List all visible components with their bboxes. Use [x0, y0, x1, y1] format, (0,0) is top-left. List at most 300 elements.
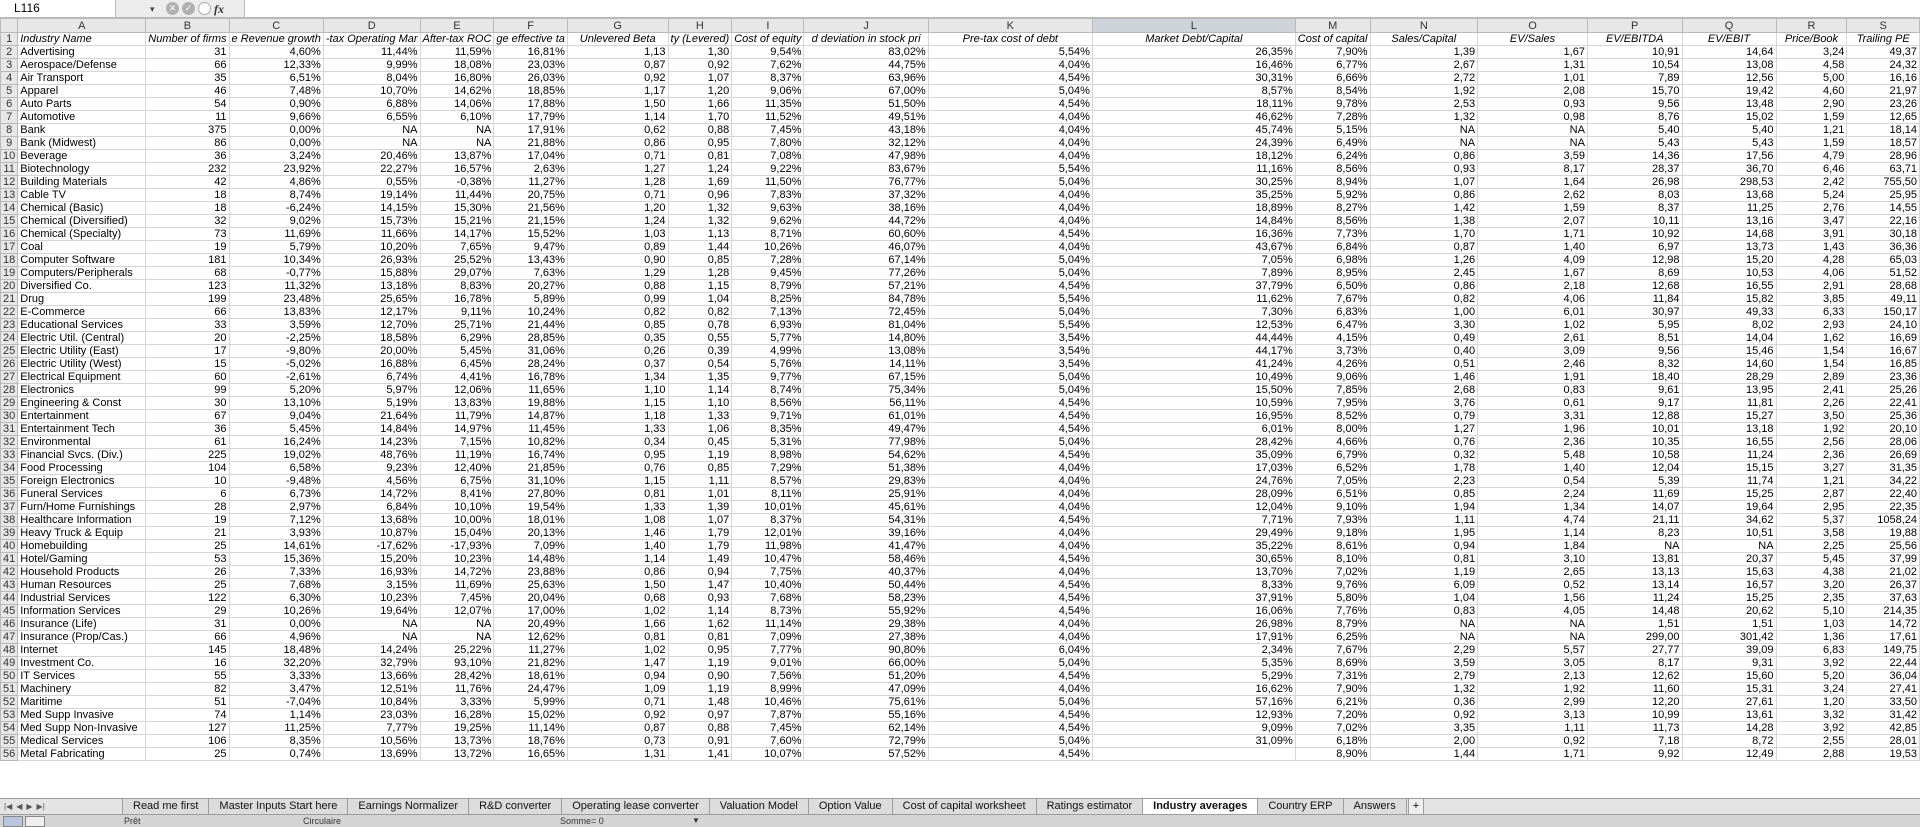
data-cell[interactable]: 25,91%: [804, 488, 928, 501]
data-cell[interactable]: 20,62: [1682, 605, 1776, 618]
confirm-icon[interactable]: ✓: [182, 2, 195, 15]
data-cell[interactable]: 16,16: [1847, 72, 1920, 85]
data-cell[interactable]: 8,56%: [1295, 163, 1370, 176]
data-cell[interactable]: 13,95: [1682, 384, 1776, 397]
data-cell[interactable]: 8,61%: [1295, 540, 1370, 553]
data-cell[interactable]: 4,04%: [928, 618, 1092, 631]
data-cell[interactable]: 13,70%: [1092, 566, 1295, 579]
data-cell[interactable]: 90,80%: [804, 644, 928, 657]
page-layout-view-icon[interactable]: [25, 816, 45, 827]
data-cell[interactable]: 9,06%: [732, 85, 804, 98]
data-cell[interactable]: 13,73: [1682, 241, 1776, 254]
data-cell[interactable]: 0,86: [567, 566, 668, 579]
data-cell[interactable]: 10,10%: [420, 501, 494, 514]
data-cell[interactable]: 0,85: [1370, 488, 1478, 501]
sheet-tab[interactable]: Valuation Model: [709, 799, 809, 815]
data-cell[interactable]: 4,04%: [928, 241, 1092, 254]
data-cell[interactable]: 13,43%: [494, 254, 568, 267]
data-cell[interactable]: 16,06%: [1092, 605, 1295, 618]
data-cell[interactable]: NA: [1478, 618, 1588, 631]
row-header[interactable]: 21: [1, 293, 18, 306]
industry-name-cell[interactable]: Internet: [18, 644, 146, 657]
data-cell[interactable]: 10,87%: [323, 527, 420, 540]
data-cell[interactable]: 298,53: [1682, 176, 1776, 189]
data-cell[interactable]: 3,32: [1776, 709, 1847, 722]
data-cell[interactable]: 4,54%: [928, 449, 1092, 462]
data-cell[interactable]: 18,85%: [494, 85, 568, 98]
data-cell[interactable]: 11,76%: [420, 683, 494, 696]
data-cell[interactable]: 16,67: [1847, 345, 1920, 358]
data-cell[interactable]: 0,82: [567, 306, 668, 319]
data-cell[interactable]: 1,19: [668, 683, 732, 696]
row-header[interactable]: 51: [1, 683, 18, 696]
data-cell[interactable]: 1,39: [668, 501, 732, 514]
data-cell[interactable]: 6,97: [1587, 241, 1682, 254]
row-header[interactable]: 19: [1, 267, 18, 280]
data-cell[interactable]: 1,15: [567, 397, 668, 410]
data-cell[interactable]: 4,04%: [928, 124, 1092, 137]
data-cell[interactable]: 0,78: [668, 319, 732, 332]
data-cell[interactable]: 16,36%: [1092, 228, 1295, 241]
data-cell[interactable]: 19,02%: [229, 449, 323, 462]
industry-name-cell[interactable]: Med Supp Non-Invasive: [18, 722, 146, 735]
data-cell[interactable]: 26,37: [1847, 579, 1920, 592]
data-cell[interactable]: 5,80%: [1295, 592, 1370, 605]
data-cell[interactable]: 4,54%: [928, 579, 1092, 592]
data-cell[interactable]: 0,86: [1370, 150, 1478, 163]
data-cell[interactable]: After-tax ROC: [420, 33, 494, 46]
industry-name-cell[interactable]: Coal: [18, 241, 146, 254]
data-cell[interactable]: 7,67%: [1295, 293, 1370, 306]
data-cell[interactable]: 45,74%: [1092, 124, 1295, 137]
row-header[interactable]: 14: [1, 202, 18, 215]
data-cell[interactable]: 60: [146, 371, 229, 384]
data-cell[interactable]: 1,03: [567, 228, 668, 241]
data-cell[interactable]: 75,34%: [804, 384, 928, 397]
data-cell[interactable]: 48,76%: [323, 449, 420, 462]
data-cell[interactable]: 1,00: [1370, 306, 1478, 319]
data-cell[interactable]: 11,66%: [323, 228, 420, 241]
row-header[interactable]: 8: [1, 124, 18, 137]
row-header[interactable]: 23: [1, 319, 18, 332]
data-cell[interactable]: -0,77%: [229, 267, 323, 280]
row-header[interactable]: 47: [1, 631, 18, 644]
data-cell[interactable]: 49,11: [1847, 293, 1920, 306]
industry-name-cell[interactable]: Heavy Truck & Equip: [18, 527, 146, 540]
data-cell[interactable]: ge effective ta: [494, 33, 568, 46]
data-cell[interactable]: 14,68: [1682, 228, 1776, 241]
data-cell[interactable]: 8,73%: [732, 605, 804, 618]
data-cell[interactable]: 30,18: [1847, 228, 1920, 241]
data-cell[interactable]: 10: [146, 475, 229, 488]
data-cell[interactable]: 5,39: [1587, 475, 1682, 488]
data-cell[interactable]: 8,03: [1587, 189, 1682, 202]
row-header[interactable]: 29: [1, 397, 18, 410]
data-cell[interactable]: 12,51%: [323, 683, 420, 696]
data-cell[interactable]: 10,01: [1587, 423, 1682, 436]
data-cell[interactable]: 18,58%: [323, 332, 420, 345]
sheet-tab[interactable]: Ratings estimator: [1036, 799, 1144, 815]
data-cell[interactable]: 54: [146, 98, 229, 111]
data-cell[interactable]: 5,43: [1682, 137, 1776, 150]
data-cell[interactable]: 8,90%: [1295, 748, 1370, 761]
column-header[interactable]: P: [1587, 19, 1682, 33]
data-cell[interactable]: 0,54: [1478, 475, 1588, 488]
data-cell[interactable]: 15,31: [1682, 683, 1776, 696]
data-cell[interactable]: 10,46%: [732, 696, 804, 709]
data-cell[interactable]: 301,42: [1682, 631, 1776, 644]
data-cell[interactable]: 15,30%: [420, 202, 494, 215]
data-cell[interactable]: 122: [146, 592, 229, 605]
data-cell[interactable]: 3,33%: [420, 696, 494, 709]
data-cell[interactable]: 2,61: [1478, 332, 1588, 345]
data-cell[interactable]: 1,28: [567, 176, 668, 189]
data-cell[interactable]: 66: [146, 306, 229, 319]
data-cell[interactable]: 3,33%: [229, 670, 323, 683]
data-cell[interactable]: 21,02: [1847, 566, 1920, 579]
data-cell[interactable]: 20,13%: [494, 527, 568, 540]
data-cell[interactable]: 0,00%: [229, 137, 323, 150]
sheet-tab[interactable]: Cost of capital worksheet: [892, 799, 1037, 815]
data-cell[interactable]: 10,54: [1587, 59, 1682, 72]
data-cell[interactable]: 4,26%: [1295, 358, 1370, 371]
data-cell[interactable]: 0,95: [668, 644, 732, 657]
data-cell[interactable]: 6,30%: [229, 592, 323, 605]
data-cell[interactable]: 4,54%: [928, 722, 1092, 735]
data-cell[interactable]: 2,34%: [1092, 644, 1295, 657]
data-cell[interactable]: 1,38: [1370, 215, 1478, 228]
data-cell[interactable]: 5,04%: [928, 657, 1092, 670]
data-cell[interactable]: 4,04%: [928, 566, 1092, 579]
data-cell[interactable]: 3,20: [1776, 579, 1847, 592]
data-cell[interactable]: 4,54%: [928, 670, 1092, 683]
data-cell[interactable]: 19,42: [1682, 85, 1776, 98]
data-cell[interactable]: 38,16%: [804, 202, 928, 215]
data-cell[interactable]: 29,38%: [804, 618, 928, 631]
data-cell[interactable]: 4,04%: [928, 202, 1092, 215]
data-cell[interactable]: 1,14: [567, 111, 668, 124]
data-cell[interactable]: NA: [1478, 137, 1588, 150]
data-cell[interactable]: 8,37%: [732, 514, 804, 527]
data-cell[interactable]: 6,29%: [420, 332, 494, 345]
sheet-tab[interactable]: Industry averages: [1142, 799, 1258, 815]
data-cell[interactable]: 15,02: [1682, 111, 1776, 124]
data-cell[interactable]: 1,70: [1370, 228, 1478, 241]
data-cell[interactable]: 14,61%: [229, 540, 323, 553]
data-cell[interactable]: 7,80%: [732, 137, 804, 150]
data-cell[interactable]: 28,37: [1587, 163, 1682, 176]
data-cell[interactable]: 1,47: [567, 657, 668, 670]
data-cell[interactable]: 15,20: [1682, 254, 1776, 267]
row-header[interactable]: 12: [1, 176, 18, 189]
data-cell[interactable]: 1,92: [1776, 423, 1847, 436]
data-cell[interactable]: NA: [1478, 631, 1588, 644]
data-cell[interactable]: 3,05: [1478, 657, 1588, 670]
data-cell[interactable]: 2,95: [1776, 501, 1847, 514]
industry-name-cell[interactable]: Beverage: [18, 150, 146, 163]
data-cell[interactable]: 15: [146, 358, 229, 371]
data-cell[interactable]: 7,68%: [229, 579, 323, 592]
data-cell[interactable]: 6,09: [1370, 579, 1478, 592]
data-cell[interactable]: 4,04%: [928, 215, 1092, 228]
data-cell[interactable]: 46,07%: [804, 241, 928, 254]
data-cell[interactable]: 8,79%: [732, 280, 804, 293]
row-header[interactable]: 56: [1, 748, 18, 761]
data-cell[interactable]: 16,88%: [323, 358, 420, 371]
data-cell[interactable]: 7,75%: [732, 566, 804, 579]
data-cell[interactable]: -7,04%: [229, 696, 323, 709]
data-cell[interactable]: 0,81: [668, 631, 732, 644]
data-cell[interactable]: 7,30%: [1092, 306, 1295, 319]
data-cell[interactable]: 23,03%: [494, 59, 568, 72]
data-cell[interactable]: 10,26%: [732, 241, 804, 254]
industry-name-cell[interactable]: Advertising: [18, 46, 146, 59]
data-cell[interactable]: 13,73%: [420, 735, 494, 748]
data-cell[interactable]: 7,02%: [1295, 722, 1370, 735]
data-cell[interactable]: 0,88: [668, 124, 732, 137]
industry-name-cell[interactable]: E-Commerce: [18, 306, 146, 319]
row-header[interactable]: 49: [1, 657, 18, 670]
industry-name-cell[interactable]: Apparel: [18, 85, 146, 98]
industry-name-cell[interactable]: Household Products: [18, 566, 146, 579]
data-cell[interactable]: 75,61%: [804, 696, 928, 709]
data-cell[interactable]: 11,27%: [494, 176, 568, 189]
data-cell[interactable]: 3,24: [1776, 46, 1847, 59]
data-cell[interactable]: 8,56%: [1295, 215, 1370, 228]
data-cell[interactable]: 1,24: [668, 163, 732, 176]
data-cell[interactable]: 11,44%: [323, 46, 420, 59]
data-cell[interactable]: 2,65: [1478, 566, 1588, 579]
data-cell[interactable]: 6,25%: [1295, 631, 1370, 644]
data-cell[interactable]: 4,04%: [928, 501, 1092, 514]
data-cell[interactable]: 7,90%: [1295, 46, 1370, 59]
data-cell[interactable]: 29,83%: [804, 475, 928, 488]
data-cell[interactable]: 0,98: [1478, 111, 1588, 124]
data-cell[interactable]: 28,06: [1847, 436, 1920, 449]
data-cell[interactable]: 14,60: [1682, 358, 1776, 371]
data-cell[interactable]: 5,54%: [928, 163, 1092, 176]
sheet-tab[interactable]: Answers: [1343, 799, 1407, 815]
data-cell[interactable]: 9,63%: [732, 202, 804, 215]
data-cell[interactable]: 1,11: [1370, 514, 1478, 527]
data-cell[interactable]: 1,54: [1776, 358, 1847, 371]
data-cell[interactable]: 35,25%: [1092, 189, 1295, 202]
data-cell[interactable]: 3,54%: [928, 332, 1092, 345]
data-cell[interactable]: 30,97: [1587, 306, 1682, 319]
data-cell[interactable]: 1,91: [1478, 371, 1588, 384]
data-cell[interactable]: 8,74%: [229, 189, 323, 202]
data-cell[interactable]: 0,71: [567, 150, 668, 163]
data-cell[interactable]: 11,44%: [420, 189, 494, 202]
data-cell[interactable]: 16,46%: [1092, 59, 1295, 72]
data-cell[interactable]: 10,23%: [420, 553, 494, 566]
industry-name-cell[interactable]: Foreign Electronics: [18, 475, 146, 488]
data-cell[interactable]: 20,46%: [323, 150, 420, 163]
data-cell[interactable]: 30,65%: [1092, 553, 1295, 566]
data-cell[interactable]: 58,23%: [804, 592, 928, 605]
data-cell[interactable]: 14,64: [1682, 46, 1776, 59]
data-cell[interactable]: 29,07%: [420, 267, 494, 280]
data-cell[interactable]: 9,04%: [229, 410, 323, 423]
industry-name-cell[interactable]: Healthcare Information: [18, 514, 146, 527]
fx-icon[interactable]: fx: [214, 2, 224, 16]
data-cell[interactable]: 12,53%: [1092, 319, 1295, 332]
data-cell[interactable]: 1,92: [1370, 85, 1478, 98]
data-cell[interactable]: 2,35: [1776, 592, 1847, 605]
data-cell[interactable]: 0,90%: [229, 98, 323, 111]
data-cell[interactable]: 15,63: [1682, 566, 1776, 579]
data-cell[interactable]: 4,54%: [928, 605, 1092, 618]
data-cell[interactable]: 13,68: [1682, 189, 1776, 202]
data-cell[interactable]: 27,77: [1587, 644, 1682, 657]
data-cell[interactable]: 1,66: [668, 98, 732, 111]
data-cell[interactable]: 10,58: [1587, 449, 1682, 462]
next-sheet-icon[interactable]: ▶: [26, 802, 33, 811]
data-cell[interactable]: 1,28: [668, 267, 732, 280]
data-cell[interactable]: 20,27%: [494, 280, 568, 293]
data-cell[interactable]: 22,27%: [323, 163, 420, 176]
data-cell[interactable]: 1,24: [567, 215, 668, 228]
data-cell[interactable]: 37,79%: [1092, 280, 1295, 293]
row-header[interactable]: 31: [1, 423, 18, 436]
data-cell[interactable]: 4,54%: [928, 553, 1092, 566]
data-cell[interactable]: 3,47: [1776, 215, 1847, 228]
data-cell[interactable]: 0,86: [567, 137, 668, 150]
data-cell[interactable]: 8,94%: [1295, 176, 1370, 189]
data-cell[interactable]: 1,54: [1776, 345, 1847, 358]
data-cell[interactable]: 44,44%: [1092, 332, 1295, 345]
data-cell[interactable]: 1,11: [668, 475, 732, 488]
row-header[interactable]: 54: [1, 722, 18, 735]
data-cell[interactable]: 32,12%: [804, 137, 928, 150]
data-cell[interactable]: NA: [420, 618, 494, 631]
data-cell[interactable]: 26,98: [1587, 176, 1682, 189]
data-cell[interactable]: 14,84%: [1092, 215, 1295, 228]
column-header[interactable]: G: [567, 19, 668, 33]
data-cell[interactable]: Market Debt/Capital: [1092, 33, 1295, 46]
data-cell[interactable]: 1,27: [567, 163, 668, 176]
industry-name-cell[interactable]: Aerospace/Defense: [18, 59, 146, 72]
data-cell[interactable]: 37,32%: [804, 189, 928, 202]
data-cell[interactable]: 5,24: [1776, 189, 1847, 202]
data-cell[interactable]: 7,15%: [420, 436, 494, 449]
row-header[interactable]: 17: [1, 241, 18, 254]
industry-name-cell[interactable]: Machinery: [18, 683, 146, 696]
data-cell[interactable]: 19,64%: [323, 605, 420, 618]
data-cell[interactable]: 45,61%: [804, 501, 928, 514]
data-cell[interactable]: 62,14%: [804, 722, 928, 735]
data-cell[interactable]: 6,93%: [732, 319, 804, 332]
data-cell[interactable]: 58,46%: [804, 553, 928, 566]
data-cell[interactable]: 7,95%: [1295, 397, 1370, 410]
data-cell[interactable]: 31,06%: [494, 345, 568, 358]
data-cell[interactable]: 26,35%: [1092, 46, 1295, 59]
data-cell[interactable]: 11,16%: [1092, 163, 1295, 176]
data-cell[interactable]: 5,45%: [420, 345, 494, 358]
data-cell[interactable]: 1,49: [668, 553, 732, 566]
data-cell[interactable]: 3,13: [1478, 709, 1588, 722]
data-cell[interactable]: 14,17%: [420, 228, 494, 241]
data-cell[interactable]: 1,14%: [229, 709, 323, 722]
data-cell[interactable]: -5,02%: [229, 358, 323, 371]
data-cell[interactable]: 0,85: [567, 319, 668, 332]
data-cell[interactable]: 54,31%: [804, 514, 928, 527]
data-cell[interactable]: 19,54%: [494, 501, 568, 514]
data-cell[interactable]: 5,43: [1587, 137, 1682, 150]
data-cell[interactable]: 3,59%: [229, 319, 323, 332]
data-cell[interactable]: NA: [420, 631, 494, 644]
data-cell[interactable]: 11,52%: [732, 111, 804, 124]
data-cell[interactable]: 49,51%: [804, 111, 928, 124]
data-cell[interactable]: 1,30: [668, 46, 732, 59]
data-cell[interactable]: 25,36: [1847, 410, 1920, 423]
data-cell[interactable]: 1,71: [1478, 228, 1588, 241]
row-header[interactable]: 41: [1, 553, 18, 566]
data-cell[interactable]: 32,79%: [323, 657, 420, 670]
data-cell[interactable]: 1,34: [1478, 501, 1588, 514]
data-cell[interactable]: 0,68: [567, 592, 668, 605]
data-cell[interactable]: 0,93: [1478, 98, 1588, 111]
data-cell[interactable]: 16,78%: [494, 371, 568, 384]
data-cell[interactable]: 14,28: [1682, 722, 1776, 735]
data-cell[interactable]: 1,59: [1776, 111, 1847, 124]
data-cell[interactable]: 10,26%: [229, 605, 323, 618]
data-cell[interactable]: 6,45%: [420, 358, 494, 371]
data-cell[interactable]: 25,22%: [420, 644, 494, 657]
data-cell[interactable]: 11,73: [1587, 722, 1682, 735]
data-cell[interactable]: 6,58%: [229, 462, 323, 475]
data-cell[interactable]: [1092, 748, 1295, 761]
data-cell[interactable]: 12,04: [1587, 462, 1682, 475]
data-cell[interactable]: 7,20%: [1295, 709, 1370, 722]
data-cell[interactable]: 8,98%: [732, 449, 804, 462]
data-cell[interactable]: 36: [146, 423, 229, 436]
data-cell[interactable]: 16,55: [1682, 436, 1776, 449]
data-cell[interactable]: 6,51%: [1295, 488, 1370, 501]
data-cell[interactable]: 36,70: [1682, 163, 1776, 176]
data-cell[interactable]: 4,54%: [928, 72, 1092, 85]
data-cell[interactable]: 51,20%: [804, 670, 928, 683]
data-cell[interactable]: 28,24%: [494, 358, 568, 371]
data-cell[interactable]: 17,79%: [494, 111, 568, 124]
data-cell[interactable]: 7,89%: [1092, 267, 1295, 280]
industry-name-cell[interactable]: IT Services: [18, 670, 146, 683]
data-cell[interactable]: 55: [146, 670, 229, 683]
data-cell[interactable]: 21: [146, 527, 229, 540]
data-cell[interactable]: 19,14%: [323, 189, 420, 202]
industry-name-cell[interactable]: Industrial Services: [18, 592, 146, 605]
data-cell[interactable]: 25,71%: [420, 319, 494, 332]
data-cell[interactable]: 10,51: [1682, 527, 1776, 540]
data-cell[interactable]: 10,24%: [494, 306, 568, 319]
data-cell[interactable]: 2,29: [1370, 644, 1478, 657]
data-cell[interactable]: 4,56%: [323, 475, 420, 488]
industry-name-cell[interactable]: Medical Services: [18, 735, 146, 748]
data-cell[interactable]: 5,35%: [1092, 657, 1295, 670]
data-cell[interactable]: 5,45%: [229, 423, 323, 436]
data-cell[interactable]: 11,27%: [494, 644, 568, 657]
data-cell[interactable]: d deviation in stock pri: [804, 33, 928, 46]
data-cell[interactable]: 16,74%: [494, 449, 568, 462]
data-cell[interactable]: 127: [146, 722, 229, 735]
data-cell[interactable]: 5,79%: [229, 241, 323, 254]
data-cell[interactable]: 35,22%: [1092, 540, 1295, 553]
data-cell[interactable]: 23,92%: [229, 163, 323, 176]
data-cell[interactable]: 6,18%: [1295, 735, 1370, 748]
data-cell[interactable]: 6,55%: [323, 111, 420, 124]
data-cell[interactable]: 3,58: [1776, 527, 1847, 540]
data-cell[interactable]: 21,97: [1847, 85, 1920, 98]
